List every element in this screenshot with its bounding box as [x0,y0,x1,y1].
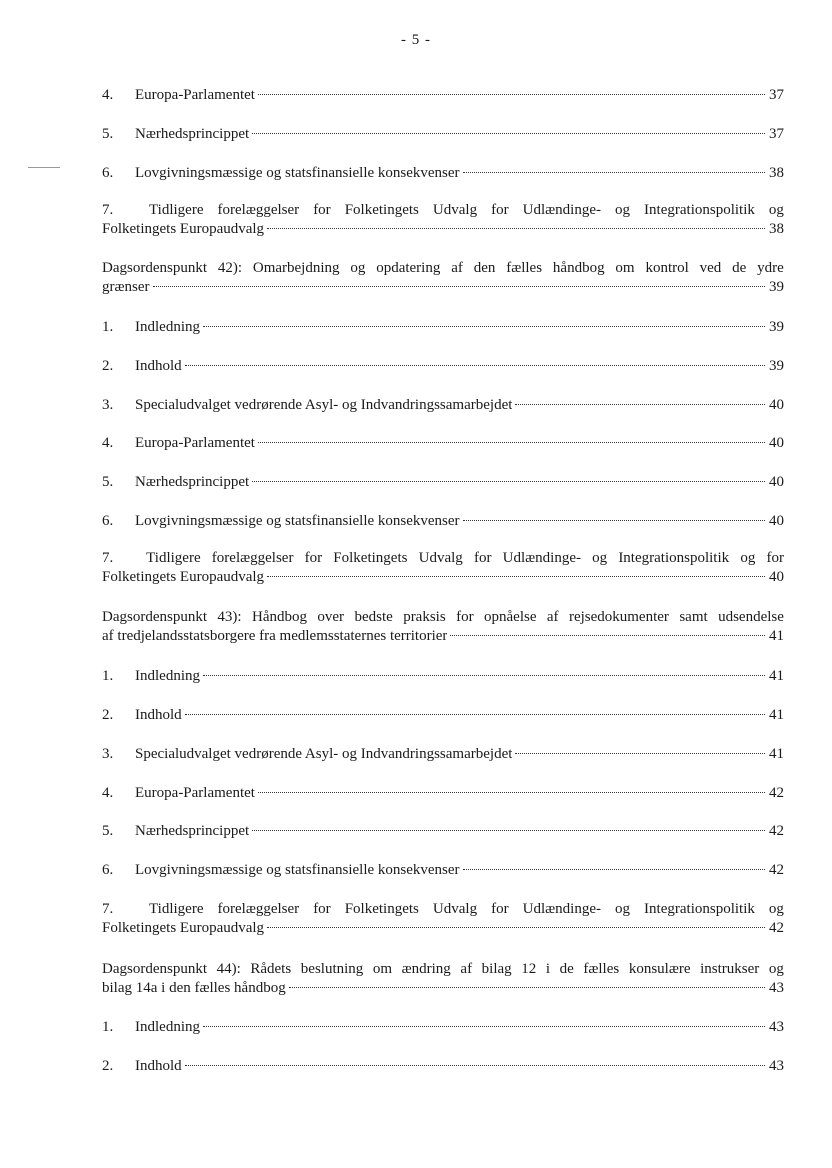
toc-word: Dagsordenspunkt [102,609,207,625]
toc-word: om [372,961,393,977]
toc-word: håndbog [552,260,605,276]
dot-leader [252,830,765,831]
dot-leader [185,714,765,715]
toc-word: for [491,901,509,917]
toc-entry-number: 6. [102,513,114,529]
toc-entry-title: Nærhedsprincippet [135,474,250,490]
toc-word: samt [679,609,708,625]
toc-entry-page: 39 [769,319,784,335]
toc-word: udsendelse [718,609,784,625]
dot-leader [463,520,765,521]
toc-entry-page: 40 [769,435,784,451]
toc-entry [102,396,784,415]
toc-entry-page: 41 [769,707,784,723]
toc-word: Håndbog [251,609,307,625]
toc-entry-title: grænser [102,279,150,295]
dot-leader [258,792,765,793]
toc-word: for [491,202,509,218]
dot-leader [258,442,765,443]
toc-entry-multiline [102,201,784,239]
toc-entry-number: 5. [102,474,114,490]
toc-entry-page: 38 [769,221,784,237]
toc-word: Folketingets [344,901,419,917]
toc-word: 42): [217,260,243,276]
toc-entry-page: 40 [769,397,784,413]
dot-leader [515,753,765,754]
toc-entry-title: Indhold [135,1058,182,1074]
dot-leader [258,94,765,95]
toc-entry-number: 5. [102,823,114,839]
toc-entry-title: Indhold [135,358,182,374]
toc-word: og [615,901,631,917]
toc-entry-title: Indledning [135,1019,200,1035]
dot-leader [450,635,765,636]
dot-leader [267,927,765,928]
toc-entry-number: 2. [102,358,114,374]
toc-entry [102,512,784,531]
toc-entry-title: Lovgivningsmæssige og statsfinansielle konsekvenser [135,513,460,529]
toc-entry-page: 43 [769,980,784,996]
toc-entry-title: Folketingets Europaudvalg [102,569,265,585]
toc-entry-first-line [102,960,784,979]
dot-leader [252,481,765,482]
toc-word: og [592,550,608,566]
dot-leader [185,1065,765,1066]
toc-word: for [313,202,331,218]
toc-entry-multiline [102,259,784,297]
toc-entry [102,822,784,841]
toc-entry-title: Europa-Parlamentet [135,435,255,451]
toc-word: fælles [506,260,543,276]
toc-word: Integrationspolitik [618,550,730,566]
toc-entry-page: 39 [769,358,784,374]
toc-entry-page: 43 [769,1058,784,1074]
toc-word: rejsedokumenter [568,609,669,625]
toc-entry [102,86,784,105]
toc-word: og [350,260,366,276]
toc-entry-title: Lovgivningsmæssige og statsfinansielle konsekvenser [135,165,460,181]
toc-word: Tidligere [149,901,204,917]
toc-word: for [766,550,784,566]
toc-word: Dagsordenspunkt [102,260,207,276]
dot-leader [289,987,765,988]
toc-entry [102,318,784,337]
toc-entry [102,1057,784,1076]
toc-entry-number: 6. [102,165,114,181]
toc-word: instrukser [700,961,760,977]
toc-word: for [473,550,492,566]
dot-leader [203,675,765,676]
toc-entry-number: 2. [102,707,114,723]
toc-entry-title: Europa-Parlamentet [135,785,255,801]
toc-word: beslutning [300,961,364,977]
toc-word: af [451,260,463,276]
toc-word: Folketingets [333,550,408,566]
toc-word: for [304,550,323,566]
toc-word: kontrol [645,260,689,276]
toc-entry-page: 40 [769,513,784,529]
toc-word: og [615,202,631,218]
dot-leader [203,326,765,327]
toc-word: de [559,961,574,977]
toc-word: Integrationspolitik [644,202,755,218]
toc-entry [102,861,784,880]
dot-leader [153,286,766,287]
toc-entry [102,706,784,725]
toc-entry-number: 6. [102,862,114,878]
toc-entry-first-line [102,900,784,919]
toc-word: 7. [102,202,114,218]
dot-leader [267,228,765,229]
toc-entry [102,745,784,764]
toc-entry-page: 37 [769,87,784,103]
toc-entry-number: 3. [102,397,114,413]
toc-entry-page: 42 [769,920,784,936]
toc-entry [102,473,784,492]
dot-leader [515,404,765,405]
dot-leader [185,365,765,366]
toc-entry [102,667,784,686]
toc-word: Udvalg [432,901,478,917]
dot-leader [463,172,765,173]
dot-leader [252,133,765,134]
toc-entry-title: Lovgivningsmæssige og statsfinansielle konsekvenser [135,862,460,878]
toc-entry-first-line [102,608,784,627]
toc-entry-number: 5. [102,126,114,142]
toc-entry-multiline [102,960,784,998]
toc-entry [102,164,784,183]
toc-word: den [473,260,496,276]
page-number: - 5 - [401,32,431,48]
toc-word: Udvalg [432,202,478,218]
toc-entry-page: 43 [769,1019,784,1035]
toc-word: ydre [757,260,784,276]
toc-word: Omarbejdning [252,260,340,276]
toc-word: i [545,961,551,977]
toc-word: 7. [102,901,114,917]
toc-entry-number: 1. [102,1019,114,1035]
dot-leader [463,869,765,870]
toc-entry-page: 41 [769,746,784,762]
toc-entry-number: 1. [102,668,114,684]
toc-word: 44): [216,961,241,977]
toc-entry-title: Folketingets Europaudvalg [102,920,265,936]
toc-entry-title: Specialudvalget vedrørende Asyl- og Indvandringssamarbejdet [135,746,513,762]
toc-entry-multiline [102,608,784,646]
toc-entry-number: 4. [102,87,114,103]
toc-entry-title: af tredjelandsstatsborgere fra medlemsstaternes territorier [102,628,448,644]
toc-entry-page: 38 [769,165,784,181]
toc-word: opdatering [376,260,441,276]
toc-word: af [460,961,473,977]
toc-word: Folketingets [344,202,419,218]
toc-word: Dagsordenspunkt [102,961,207,977]
toc-entry-first-line [102,201,784,220]
toc-entry-number: 4. [102,785,114,801]
toc-entry [102,784,784,803]
toc-word: af [546,609,559,625]
toc-word: 12 [521,961,537,977]
toc-entry-page: 42 [769,823,784,839]
toc-word: Tidligere [149,202,204,218]
toc-word: ændring [401,961,451,977]
toc-entry-first-line [102,549,784,568]
toc-word: og [768,202,784,218]
toc-entry-title: Folketingets Europaudvalg [102,221,265,237]
toc-entry-title: Indledning [135,319,200,335]
toc-entry-page: 40 [769,569,784,585]
toc-word: opnåelse [484,609,537,625]
toc-word: over [317,609,345,625]
toc-word: ved [699,260,722,276]
toc-word: forelæggelser [217,202,300,218]
toc-word: for [313,901,331,917]
toc-entry-page: 42 [769,862,784,878]
toc-word: og [768,961,784,977]
dot-leader [203,1026,765,1027]
toc-entry-multiline [102,900,784,938]
toc-entry-page: 40 [769,474,784,490]
toc-entry-title: Specialudvalget vedrørende Asyl- og Indvandringssamarbejdet [135,397,513,413]
toc-word: Udlændinge- [502,550,581,566]
toc-word: Udlændinge- [522,901,601,917]
toc-entry-title: Nærhedsprincippet [135,823,250,839]
toc-word: forelæggelser [217,901,300,917]
toc-entry-page: 42 [769,785,784,801]
dot-leader [267,576,765,577]
toc-word: praksis [403,609,446,625]
toc-word: Rådets [250,961,292,977]
toc-word: bilag [481,961,512,977]
toc-entry-title: bilag 14a i den fælles håndbog [102,980,286,996]
toc-word: om [615,260,635,276]
toc-entry-first-line [102,259,784,278]
toc-word: Udlændinge- [522,202,601,218]
toc-entry [102,125,784,144]
toc-word: konsulære [628,961,691,977]
toc-entry-title: Nærhedsprincippet [135,126,250,142]
toc-entry [102,1018,784,1037]
toc-entry-number: 1. [102,319,114,335]
toc-entry-title: Europa-Parlamentet [135,87,255,103]
toc-entry-page: 39 [769,279,784,295]
toc-word: de [732,260,747,276]
toc-entry [102,434,784,453]
toc-entry-number: 4. [102,435,114,451]
toc-word: forelæggelser [211,550,294,566]
toc-word: 43): [217,609,242,625]
toc-word: Tidligere [146,550,201,566]
toc-entry [102,357,784,376]
toc-entry-multiline [102,549,784,587]
toc-entry-title: Indhold [135,707,182,723]
toc-entry-title: Indledning [135,668,200,684]
toc-entry-number: 3. [102,746,114,762]
toc-word: og [768,901,784,917]
toc-entry-page: 37 [769,126,784,142]
toc-word: for [456,609,474,625]
toc-word: Integrationspolitik [644,901,755,917]
toc-entry-number: 2. [102,1058,114,1074]
toc-word: 7. [102,550,114,566]
toc-entry-page: 41 [769,628,784,644]
toc-word: fælles [583,961,620,977]
toc-entry-page: 41 [769,668,784,684]
toc-word: og [740,550,756,566]
toc-word: bedste [354,609,393,625]
toc-word: Udvalg [418,550,463,566]
